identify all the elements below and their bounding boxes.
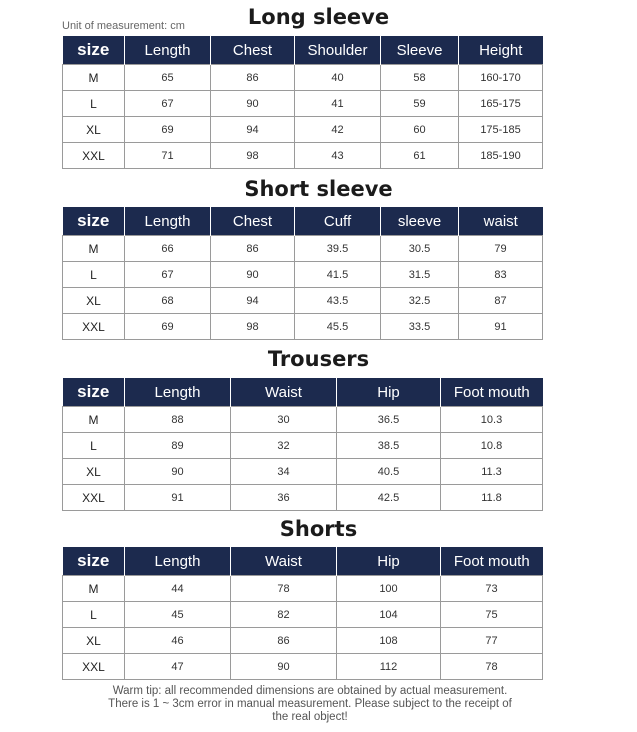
measurement-cell: 69 [125,117,211,143]
size-cell: M [63,236,125,262]
short-sleeve-table [62,207,543,340]
measurement-cell: 90 [211,91,295,117]
measurement-cell: 75 [441,602,543,628]
warm-tip [70,685,550,724]
trousers-table [62,378,543,511]
measurement-cell: 32.5 [381,288,459,314]
table-row [63,91,543,117]
measurement-cell: 30 [231,407,337,433]
measurement-cell: 43.5 [295,288,381,314]
measurement-cell: 42.5 [337,485,441,511]
table-row [63,236,543,262]
measurement-cell: 11.8 [441,485,543,511]
size-cell: XXL [63,654,125,680]
column-header: Shoulder [295,36,381,65]
column-header: Chest [211,207,295,236]
column-header: Hip [337,547,441,576]
unit-note: Unit of measurement: cm [62,20,185,32]
measurement-cell: 91 [125,485,231,511]
column-header: Hip [337,378,441,407]
table-row [63,65,543,91]
measurement-cell: 67 [125,262,211,288]
column-header: Height [459,36,543,65]
table-row [63,262,543,288]
measurement-cell: 66 [125,236,211,262]
measurement-cell: 73 [441,576,543,602]
measurement-cell: 34 [231,459,337,485]
size-cell: L [63,262,125,288]
size-cell: XL [63,628,125,654]
short-sleeve-title: Short sleeve [244,177,393,201]
measurement-cell: 94 [211,288,295,314]
warm-tip-line: the real object! [272,711,348,723]
measurement-cell: 38.5 [337,433,441,459]
size-cell: XL [63,288,125,314]
warm-tip-line: There is 1 ~ 3cm error in manual measurement. Please subject to the receipt of [108,698,512,710]
size-cell: L [63,91,125,117]
size-cell: XXL [63,314,125,340]
column-header: Length [125,378,231,407]
measurement-cell: 89 [125,433,231,459]
table-header-row [63,207,543,236]
measurement-cell: 39.5 [295,236,381,262]
table-row [63,654,543,680]
measurement-cell: 91 [459,314,543,340]
measurement-cell: 65 [125,65,211,91]
measurement-cell: 33.5 [381,314,459,340]
measurement-cell: 90 [211,262,295,288]
measurement-cell: 78 [231,576,337,602]
column-header: Waist [231,378,337,407]
column-header: Cuff [295,207,381,236]
measurement-cell: 98 [211,143,295,169]
measurement-cell: 98 [211,314,295,340]
size-cell: XL [63,459,125,485]
measurement-cell: 44 [125,576,231,602]
measurement-cell: 67 [125,91,211,117]
measurement-cell: 45.5 [295,314,381,340]
measurement-cell: 160-170 [459,65,543,91]
column-header: Chest [211,36,295,65]
size-cell: XXL [63,485,125,511]
table-header-row [63,547,543,576]
measurement-cell: 40.5 [337,459,441,485]
column-header: size [63,36,125,65]
measurement-cell: 46 [125,628,231,654]
measurement-cell: 43 [295,143,381,169]
measurement-cell: 88 [125,407,231,433]
measurement-cell: 94 [211,117,295,143]
size-cell: L [63,433,125,459]
size-cell: M [63,65,125,91]
measurement-cell: 32 [231,433,337,459]
measurement-cell: 185-190 [459,143,543,169]
measurement-cell: 58 [381,65,459,91]
measurement-cell: 79 [459,236,543,262]
table-header-row [63,378,543,407]
measurement-cell: 87 [459,288,543,314]
column-header: size [63,547,125,576]
column-header: Foot mouth [441,378,543,407]
table-row [63,576,543,602]
column-header: size [63,378,125,407]
shorts-table [62,547,543,680]
long-sleeve-title: Long sleeve [247,5,390,29]
table-row [63,602,543,628]
column-header: sleeve [381,207,459,236]
table-row [63,459,543,485]
size-cell: XXL [63,143,125,169]
measurement-cell: 175-185 [459,117,543,143]
measurement-cell: 59 [381,91,459,117]
table-row [63,288,543,314]
column-header: Waist [231,547,337,576]
measurement-cell: 68 [125,288,211,314]
size-cell: L [63,602,125,628]
measurement-cell: 60 [381,117,459,143]
measurement-cell: 112 [337,654,441,680]
measurement-cell: 77 [441,628,543,654]
table-row [63,117,543,143]
table-row [63,143,543,169]
table-row [63,485,543,511]
measurement-cell: 45 [125,602,231,628]
measurement-cell: 36.5 [337,407,441,433]
size-cell: M [63,576,125,602]
column-header: Foot mouth [441,547,543,576]
table-row [63,433,543,459]
measurement-cell: 100 [337,576,441,602]
table-row [63,314,543,340]
column-header: Length [125,207,211,236]
measurement-cell: 104 [337,602,441,628]
measurement-cell: 30.5 [381,236,459,262]
warm-tip-line: Warm tip: all recommended dimensions are obtained by actual measurement. [112,685,508,697]
measurement-cell: 90 [125,459,231,485]
column-header: Sleeve [381,36,459,65]
table-row [63,628,543,654]
measurement-cell: 10.8 [441,433,543,459]
measurement-cell: 41.5 [295,262,381,288]
measurement-cell: 31.5 [381,262,459,288]
measurement-cell: 11.3 [441,459,543,485]
measurement-cell: 36 [231,485,337,511]
measurement-cell: 86 [211,65,295,91]
measurement-cell: 86 [231,628,337,654]
table-row [63,407,543,433]
measurement-cell: 108 [337,628,441,654]
measurement-cell: 86 [211,236,295,262]
measurement-cell: 90 [231,654,337,680]
measurement-cell: 40 [295,65,381,91]
column-header: size [63,207,125,236]
trousers-title: Trousers [267,347,370,371]
measurement-cell: 42 [295,117,381,143]
column-header: Length [125,36,211,65]
measurement-cell: 83 [459,262,543,288]
column-header: waist [459,207,543,236]
size-cell: M [63,407,125,433]
measurement-cell: 82 [231,602,337,628]
measurement-cell: 71 [125,143,211,169]
size-cell: XL [63,117,125,143]
shorts-title: Shorts [279,517,358,541]
measurement-cell: 47 [125,654,231,680]
measurement-cell: 78 [441,654,543,680]
measurement-cell: 61 [381,143,459,169]
long-sleeve-table [62,36,543,169]
column-header: Length [125,547,231,576]
measurement-cell: 69 [125,314,211,340]
table-header-row [63,36,543,65]
measurement-cell: 165-175 [459,91,543,117]
measurement-cell: 10.3 [441,407,543,433]
measurement-cell: 41 [295,91,381,117]
